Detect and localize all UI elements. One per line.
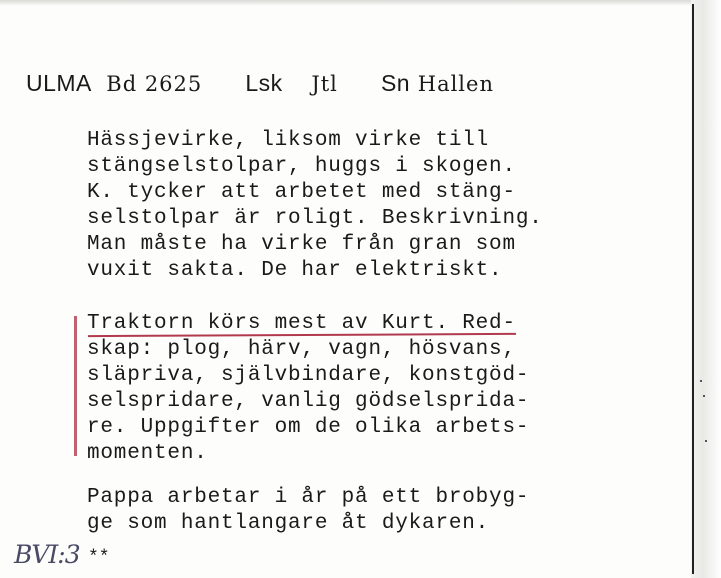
parish-name: Hallen [410,72,494,96]
card-edge-line [692,4,694,574]
district-code: Jtl [311,72,338,96]
paragraph-2 [87,311,529,467]
text-line: Pappa arbetar i år på ett brobyg- [87,486,530,509]
volume-number: Bd 2625 [106,72,203,96]
paragraph-1 [87,128,543,284]
text-line: släpriva, självbindare, konstgöd- [87,364,530,387]
text-line: ge som hantlangare åt dykaren. [87,512,490,535]
province-code: Lsk [245,70,283,96]
handwritten-code: BVI:3 [14,540,80,569]
card-top-edge [0,0,721,6]
text-line: selspridare, vanlig gödselsprida- [87,390,530,413]
text-line: stängselstolpar, huggs i skogen. [87,155,516,178]
footer-stars: ** [88,548,110,568]
text-line: selstolpar är roligt. Beskrivning. [87,207,543,230]
text-line: re. Uppgifter om de olika arbets- [87,416,530,439]
text-line: skap: plog, härv, vagn, hösvans, [87,338,516,361]
text-line: Man måste ha virke från gran som [87,233,516,256]
archive-code: ULMA [26,70,92,96]
card-right-edge [691,0,721,578]
parish-prefix: Sn [380,70,411,96]
text-line: K. tycker att arbetet med stäng- [87,181,516,204]
paragraph-3 [87,485,529,537]
margin-mark [74,316,77,456]
text-line: Traktorn körs mest av Kurt. Red- [87,312,516,335]
text-line: Hässjevirke, liksom virke till [87,129,490,152]
text-line: momenten. [87,442,208,465]
text-line: vuxit sakta. De har elektriskt. [87,259,503,282]
card-header [26,70,494,97]
